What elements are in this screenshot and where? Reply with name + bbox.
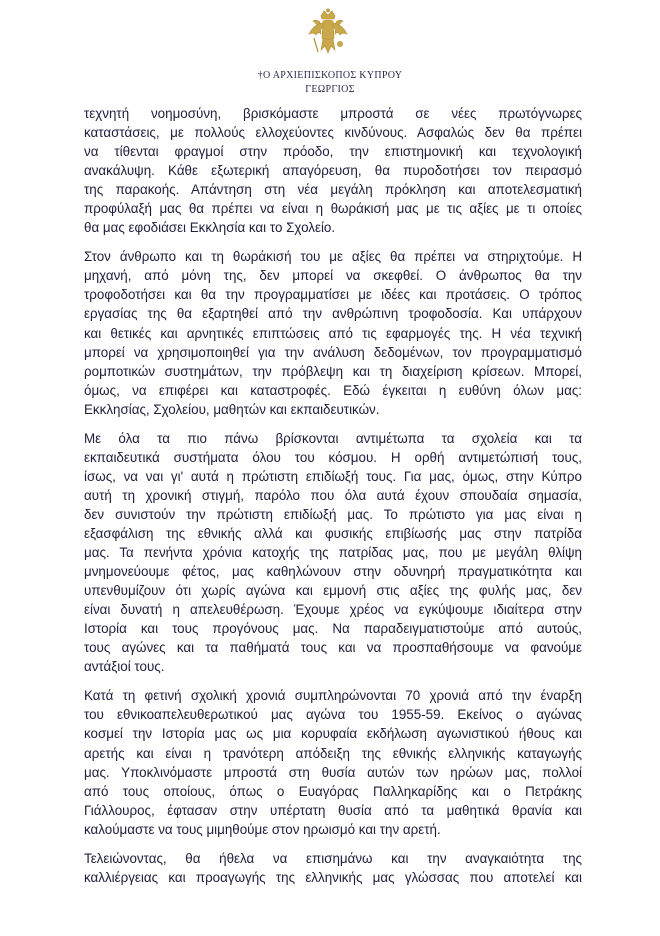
text-line: εκπαιδευτικά συστήματα όλου του κόσμου. Η ορθή αντιμετώπισή τους, [84,449,582,465]
text-line: δεν συνιστούν την πρώτιστη επιδίωξή μας. Το πρώτιστο για μας είναι η [84,506,582,522]
letter-body [84,104,582,897]
text-line: καταστάσεις, με πολλούς ελλοχεύοντες κινδύνους. Ασφαλώς δεν θα πρέπει [84,125,582,141]
text-line: υπενθυμίζουν ότι χωρίς αγώνα και εμμονή στις αξίες της φυλής μας, δεν [84,583,582,599]
text-line: τεχνητή νοημοσύνη, βρισκόμαστε μπροστά σε νέες πρωτόγνωρες [84,106,582,121]
text-line: μπορεί να χρησιμοποιηθεί για την ανάλυση δεδομένων, τον προγραμματισμό [84,344,582,360]
text-line: Κατά τη φετινή σχολική χρονιά συμπληρώνονται 70 χρονιά από την έναρξη [84,688,582,704]
sender-name: ΓΕΩΡΓΙΟΣ [305,84,355,95]
text-line: αρετής και είναι η τρανότερη απόδειξη της εθνικής ελληνικής καταγωγής [84,745,582,761]
text-line: είναι δυνατή η απελευθέρωση. Έχουμε χρέος να εγκύψουμε ιδιαίτερα στην [84,602,582,618]
text-line: καλλιέργειας και προαγωγής της ελληνικής μας γλώσσας που αποτελεί και [84,869,582,885]
text-line: Εκκλησίας, Σχολείου, μαθητών και εκπαιδευτικών. [84,401,380,417]
text-line: προφύλαξή μας θα πρέπει να είναι η θωράκισή μας με τις αξίες με τι οποίες [84,201,582,217]
text-line: μας. Υποκλινόμαστε μπροστά στη θυσία αυτών των ηρώων μας, πολλοί [84,764,582,780]
text-line: του εθνικοαπελευθερωτικού μας αγώνα του 1955-59. Εκείνος ο αγώνας [84,707,582,723]
text-line: μηχανή, από μόνη της, δεν μπορεί να σκεφθεί. Ο άνθρωπος θα την [84,268,582,284]
text-line: να τίθενται φραγμοί στην πρόοδο, την επιστημονική και τεχνολογική [84,144,582,160]
text-line: όμως, να επιφέρει και καταστροφές. Εδώ έγκειται η ευθύνη όλων μας: [84,382,582,398]
text-line: ανακάλυψη. Κάθε εξωτερική απαγόρευση, θα πυροδοτήσει τον πειρασμό [84,163,582,179]
text-line: Ιστορία και τους προγόνους μας. Να παραδειγματιστούμε από αυτούς, [84,621,582,637]
text-line: ρομποτικών συστημάτων, την πρόβλεψη και τη διαχείριση κρίσεων. Μπορεί, [84,363,582,379]
text-line: τροφοδοτήσει και θα την προγραμματίσει με ιδέες και προτάσεις. Ο τρόπος [84,287,582,303]
text-line: τους αγώνες και τα παθήματά τους και να προσπαθήσουμε να φανούμε [84,640,582,656]
text-line: Τελειώνοντας, θα ήθελα να επισημάνω και την αναγκαιότητα της [84,850,582,866]
paragraph [84,849,582,887]
text-line: Γιάλλουρος, έφτασαν στην υπέρτατη θυσία από τα μαθητικά θρανία και [84,802,582,818]
paragraph [84,429,582,677]
text-line: Με όλα τα πιο πάνω βρίσκονται αντιμέτωπα τα σχολεία και τα [84,430,582,446]
text-line: αντάξιοί τους. [84,659,165,675]
text-line: της παρακοής. Απάντηση στη νέα μεγάλη πρόκληση και αποτελεσματική [84,182,582,198]
text-line: και θετικές και αρνητικές επιπτώσεις από τις εφαρμογές της. Η νέα τεχνική [84,325,582,341]
paragraph [84,104,582,237]
text-line: ίσως, να ναι γι' αυτά η πρώτιστη επιδίωξή τους. Για μας, όμως, στην Κύπρο [84,468,582,484]
text-line: εργασίας της θα εξαρτηθεί από την ανθρώπινη τροφοδοσία. Και υπάρχουν [84,306,582,322]
text-line: καλούμαστε να τους μιμηθούμε στον ηρωισμό και την αρετή. [84,821,441,837]
sender-title: †Ο ΑΡΧΙΕΠΙΣΚΟΠΟΣ ΚΥΠΡΟΥ [257,70,403,81]
paragraph [84,686,582,838]
text-line: κοσμεί την Ιστορία μας ως μια κορυφαία εκδήλωση αγωνιστικού ήθους και [84,726,582,742]
text-line: θα μας εφοδιάσει Εκκλησία και το Σχολείο. [84,220,336,236]
text-line: από τους οποίους, όπως ο Ευαγόρας Παλληκαρίδης και ο Πετράκης [84,783,582,799]
text-line: αυτή τη χρονική στιγμή, παρόλο που όλα αυτά έχουν σπουδαία σημασία, [84,487,582,503]
paragraph [84,247,582,418]
text-line: Στον άνθρωπο και τη θωράκισή του με αξίες θα πρέπει να στηριχτούμε. Η [84,249,582,265]
double-headed-eagle-crest-icon [306,8,350,60]
text-line: μνημονεύουμε φέτος, μας καθηλώνουν στην οδυνηρή πραγματικότητα και [84,564,582,580]
text-line: εξασφάλιση της εθνικής αλλά και φυσικής επιβίωσής μας στην πατρίδα [84,525,582,541]
text-line: μας. Τα πενήντα χρόνια κατοχής της πατρίδας μας, που με μεγάλη θλίψη [84,545,582,561]
